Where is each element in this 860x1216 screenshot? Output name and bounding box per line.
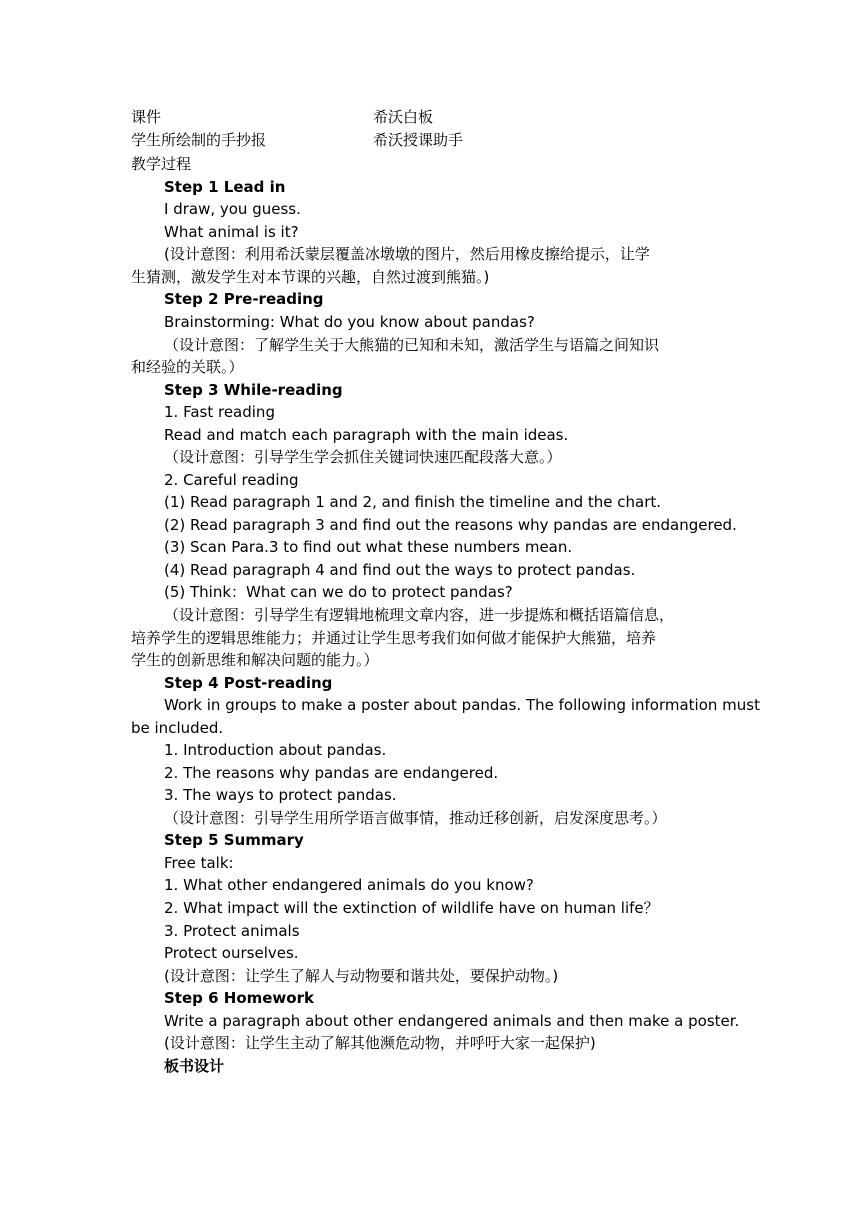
resource-item: 学生所绘制的手抄报 [131, 131, 267, 149]
step-line: I draw, you guess. [164, 200, 301, 218]
design-note: （设计意图：引导学生有逻辑地梳理文章内容，进一步提炼和概括语篇信息， [164, 606, 675, 624]
resource-item: 希沃白板 [373, 108, 434, 126]
design-note: (设计意图：利用希沃蒙层覆盖冰墩墩的图片，然后用橡皮擦给提示，让学 [164, 245, 650, 263]
design-note: 和经验的关联。） [131, 358, 244, 376]
step-line: 3. Protect animals [164, 922, 300, 940]
step-line: Free talk: [164, 854, 234, 872]
design-note: （设计意图：引导学生用所学语言做事情，推动迁移创新，启发深度思考。） [164, 809, 667, 827]
step-line: (1) Read paragraph 1 and 2, and finish the timeline and the chart. [164, 493, 662, 511]
design-note: （设计意图：引导学生学会抓住关键词快速匹配段落大意。） [164, 448, 562, 466]
step-line: Work in groups to make a poster about pandas. The following information must [164, 696, 760, 714]
design-note: (设计意图：让学生主动了解其他濒危动物，并呼吁大家一起保护) [164, 1034, 596, 1052]
step-title: Step 2 Pre-reading [164, 290, 324, 308]
resource-item: 课件 [131, 108, 162, 126]
section-heading: 板书设计 [164, 1057, 225, 1075]
step-title: Step 1 Lead in [164, 178, 286, 196]
step-line: (2) Read paragraph 3 and find out the reasons why pandas are endangered. [164, 516, 737, 534]
step-line: be included. [131, 719, 224, 737]
step-line: (5) Think：What can we do to protect pandas? [164, 583, 513, 601]
step-line: 1. What other endangered animals do you know? [164, 876, 534, 894]
step-line: (3) Scan Para.3 to find out what these numbers mean. [164, 538, 573, 556]
step-line: Write a paragraph about other endangered animals and then make a poster. [164, 1012, 740, 1030]
step-line: 1. Introduction about pandas. [164, 741, 387, 759]
step-title: Step 4 Post-reading [164, 674, 333, 692]
design-note: 生猜测，激发学生对本节课的兴趣，自然过渡到熊猫。) [131, 268, 490, 286]
resource-row [131, 106, 161, 128]
step-line: Brainstorming: What do you know about pandas? [164, 313, 535, 331]
resource-item: 希沃授课助手 [373, 131, 464, 149]
step-line: Protect ourselves. [164, 944, 299, 962]
design-note: （设计意图：了解学生关于大熊猫的已知和未知，激活学生与语篇之间知识 [164, 336, 660, 354]
step-line: 3. The ways to protect pandas. [164, 786, 397, 804]
step-line: 2. The reasons why pandas are endangered. [164, 764, 499, 782]
step-line: 1. Fast reading [164, 403, 275, 421]
step-line: (4) Read paragraph 4 and find out the ways to protect pandas. [164, 561, 636, 579]
step-title: Step 3 While-reading [164, 381, 343, 399]
step-line: 2. What impact will the extinction of wildlife have on human life？ [164, 899, 659, 917]
design-note: 学生的创新思维和解决问题的能力。） [131, 651, 379, 669]
step-line: 2. Careful reading [164, 471, 299, 489]
step-line: What animal is it? [164, 223, 299, 241]
step-title: Step 5 Summary [164, 831, 304, 849]
design-note: (设计意图：让学生了解人与动物要和谐共处，要保护动物。) [164, 967, 559, 985]
step-title: Step 6 Homework [164, 989, 314, 1007]
section-heading: 教学过程 [131, 155, 192, 173]
design-note: 培养学生的逻辑思维能力；并通过让学生思考我们如何做才能保护大熊猫，培养 [131, 629, 657, 647]
step-line: Read and match each paragraph with the main ideas. [164, 426, 569, 444]
